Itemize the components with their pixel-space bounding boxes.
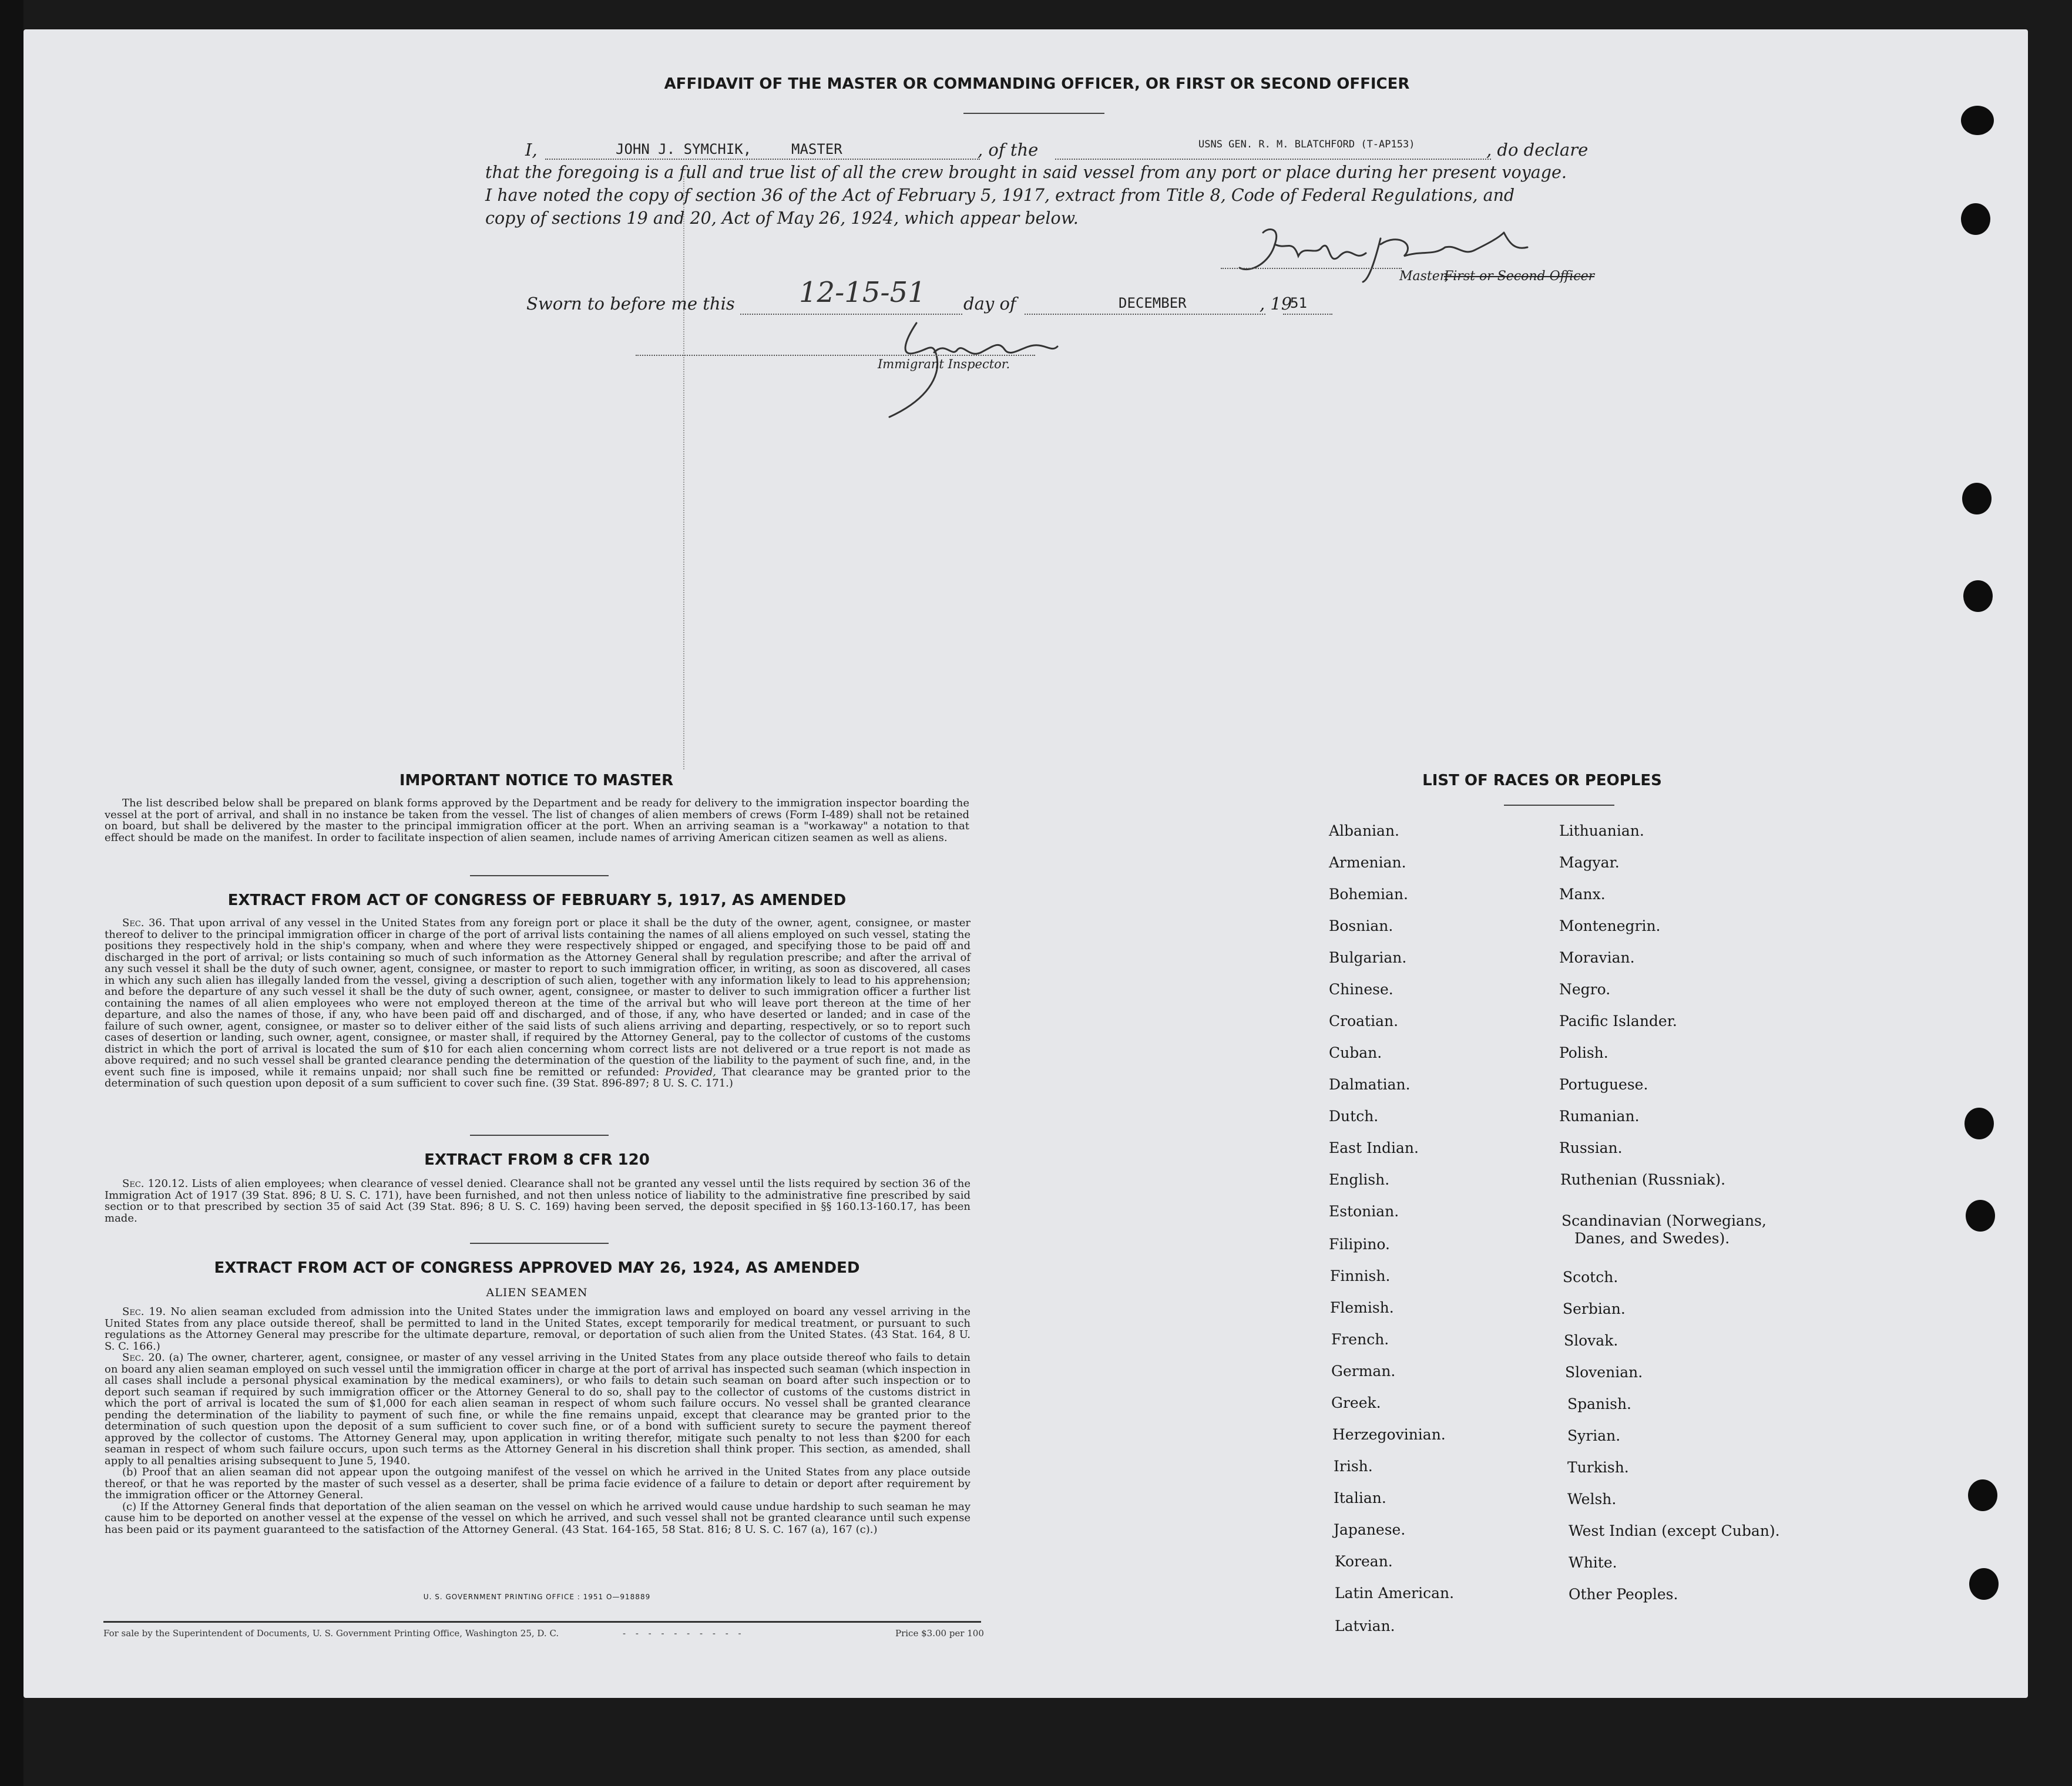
race-item: Russian. xyxy=(1559,1139,1623,1156)
notice-paragraph: The list described below shall be prepared on blank forms approved by the Department and be ready for delivery to the immigration inspector boarding the vessel at the port of arrival, and shall in no instance be taken from the vessel. The list of changes of alien members of crews (Form I-489) shall not be retained on board, but shall be delivered by the master to the principal immigration officer at the port. When an arriving seaman is a "workaway" a notation to that effect should be made on the manifest. In order to facilitate inspection of alien seamen, include names of arriving American citizen seamen as well as aliens. xyxy=(105,797,969,844)
affidavit-line2: that the foregoing is a full and true list of all the crew brought in said vessel from any port or place during her present voyage. xyxy=(485,163,1567,182)
printing-office-imprint: U. S. GOVERNMENT PRINTING OFFICE : 1951 O—918889 xyxy=(423,1593,651,1601)
sec19-text: No alien seaman excluded from admission into the United States under the immigration laws and employed on board any vessel arriving in the United States from any place outside thereof, shall be permitted to land in the United States, except temporarily for medical treatment, or pursuant to such regulations as the Attorney General may prescribe for the ultimate departure, removal, or deportation of such alien from the United States. (43 Stat. 164, 8 U. S. C. 166.) xyxy=(105,1306,970,1353)
race-item: Other Peoples. xyxy=(1569,1586,1678,1603)
signature-line xyxy=(1221,268,1402,269)
race-item: Italian. xyxy=(1334,1489,1386,1506)
punch-hole xyxy=(1961,203,1990,235)
year-prefix: , 19 xyxy=(1260,294,1292,314)
sworn-month: DECEMBER xyxy=(1119,295,1187,311)
sec20a-text: (a) The owner, charterer, agent, consignee, or master of any vessel arriving in the United States from any place outside thereof who fails to detain on board any alien seaman employed on such vessel until the immigration officer in charge at the port of arrival has inspected such seaman (which inspection in all cases shall include a personal physical examination by the medical examiners), or who fails to detain such seaman on board after such inspection or to deport such seaman if required by such immigration officer or the Attorney General to do so, shall pay to the collector of customs of the customs district in which the port of arrival is located the sum of $1,000 for each alien seaman in respect of whom such failure occurs. No vessel shall be granted clearance pending the determination of the liability to payment of such fine, or while the fine remains unpaid, except that clearance may be granted prior to the determination of such question upon the deposit of a sum sufficient to cover such fine, or of a bond with sufficient surety to secure the payment thereof approved by the collector of customs. The Attorney General may, upon application in writing therefor, mitigate such penalty to not less than $200 for each seaman in respect of whom such failure occurs, upon such terms as the Attorney General in his discretion shall think proper. This section, as amended, shall apply to all penalties arising subsequent to June 5, 1940. xyxy=(105,1351,970,1467)
race-item: Turkish. xyxy=(1567,1459,1629,1476)
sworn-day-line xyxy=(740,314,962,315)
sec19-paragraph xyxy=(105,1306,970,1352)
extract-1917-title: EXTRACT FROM ACT OF CONGRESS OF FEBRUARY 5, 1917, AS AMENDED xyxy=(227,892,847,909)
footer-rule xyxy=(103,1621,981,1623)
section-rule xyxy=(470,1135,609,1136)
race-item: Latin American. xyxy=(1335,1585,1455,1602)
footer-dashes: - - - - - - - - - - xyxy=(623,1628,745,1639)
sec120-label: Sec. 120.12. xyxy=(122,1178,189,1190)
race-item: Slovenian. xyxy=(1565,1364,1643,1381)
race-item: Dalmatian. xyxy=(1329,1076,1411,1093)
race-item: Finnish. xyxy=(1330,1267,1391,1284)
footer-price: Price $3.00 per 100 xyxy=(895,1628,984,1639)
race-item: Scotch. xyxy=(1563,1269,1618,1286)
race-item: French. xyxy=(1331,1331,1389,1348)
race-item: Chinese. xyxy=(1329,981,1393,998)
fold-line xyxy=(683,176,684,769)
sec20c-paragraph: (c) If the Attorney General finds that deportation of the alien seaman on the vessel on which he arrived would cause undue hardship to such seaman he may cause him to be deported on another vessel at the expense of the vessel on which he arrived, and such vessel shall not be granted clearance until such expense has been paid or its payment guaranteed to the satisfaction of the Attorney General. (43 Stat. 164-165, 58 Stat. 816; 8 U. S. C. 167 (a), 167 (c).) xyxy=(105,1500,970,1536)
sec120-text: Lists of alien employees; when clearance of vessel denied. Clearance shall not be granted any vessel until the lists required by section 36 of the Immigration Act of 1917 (39 Stat. 896; 8 U. S. C. 171), have been furnished, and not then unless notice of liability to the administrative fine prescribed by said section or to that prescribed by section 35 of said Act (39 Stat. 896; 8 U. S. C. 169) having been served, the deposit specified in §§ 160.13-160.17, has been made. xyxy=(105,1178,970,1225)
race-item: Pacific Islander. xyxy=(1559,1013,1677,1030)
vessel-field-line xyxy=(1055,159,1491,160)
sworn-prefix: Sworn to before me this xyxy=(526,294,735,314)
race-item: Bulgarian. xyxy=(1329,949,1407,966)
race-item: West Indian (except Cuban). xyxy=(1569,1522,1780,1539)
punch-hole xyxy=(1968,1479,1997,1511)
race-item: Lithuanian. xyxy=(1559,822,1644,839)
scanner-edge xyxy=(0,0,23,1786)
race-item: Latvian. xyxy=(1335,1617,1395,1634)
punch-hole xyxy=(1969,1568,1999,1600)
race-item: Scandinavian (Norwegians, xyxy=(1561,1212,1767,1229)
punch-hole xyxy=(1962,483,1992,514)
race-item: Montenegrin. xyxy=(1559,917,1661,934)
race-item: Welsh. xyxy=(1567,1491,1617,1508)
race-item: Danes, and Swedes). xyxy=(1574,1230,1730,1247)
race-item: Bohemian. xyxy=(1329,886,1408,903)
notice-text xyxy=(105,798,969,843)
race-item: German. xyxy=(1331,1363,1396,1380)
race-item: Irish. xyxy=(1334,1458,1373,1475)
race-item: Greek. xyxy=(1331,1394,1381,1411)
race-item: Herzegovinian. xyxy=(1332,1426,1446,1443)
section-rule xyxy=(470,1243,609,1244)
declarant-name: JOHN J. SYMCHIK, xyxy=(616,141,752,157)
race-item: Rumanian. xyxy=(1559,1108,1640,1125)
year-line xyxy=(1283,314,1332,315)
race-item: Negro. xyxy=(1559,981,1611,998)
line1-prefix: I, xyxy=(525,140,538,160)
sec20-label: Sec. 20. xyxy=(122,1351,165,1364)
race-item: Croatian. xyxy=(1329,1013,1399,1030)
race-item: Albanian. xyxy=(1329,822,1400,839)
race-item: Japanese. xyxy=(1334,1521,1406,1538)
race-item: Cuban. xyxy=(1329,1044,1382,1061)
inspector-line xyxy=(636,355,1035,356)
affidavit-line3: I have noted the copy of section 36 of the Act of February 5, 1917, extract from Title 8, Code of Federal Regulations, and xyxy=(485,186,1515,205)
sec20b-paragraph: (b) Proof that an alien seaman did not appear upon the outgoing manifest of the vessel on which he arrived in the United States from any place outside thereof, or that he was reported by the master of such vessel as a deserter, shall be prima facie evidence of a failure to detain or deport after requirement by the immigration officer or the Attorney General. xyxy=(105,1466,970,1501)
race-item: Portuguese. xyxy=(1559,1076,1648,1093)
sec36-label: Sec. 36. xyxy=(122,917,166,929)
race-item: White. xyxy=(1569,1554,1617,1571)
notice-title: IMPORTANT NOTICE TO MASTER xyxy=(399,772,674,789)
race-item: Filipino. xyxy=(1329,1236,1390,1253)
footer-sale-note: For sale by the Superintendent of Documents, U. S. Government Printing Office, Washington 25, D. C. xyxy=(103,1628,559,1639)
day-of-label: day of xyxy=(963,294,1016,314)
section-rule xyxy=(470,875,609,876)
punch-hole xyxy=(1961,106,1994,135)
race-item: Ruthenian (Russniak). xyxy=(1560,1171,1726,1188)
vessel-name: USNS GEN. R. M. BLATCHFORD (T-AP153) xyxy=(1198,139,1415,150)
sec36-paragraph xyxy=(105,917,970,1089)
sworn-month-line xyxy=(1025,314,1265,315)
punch-hole xyxy=(1963,580,1993,612)
sec19-label: Sec. 19. xyxy=(122,1306,166,1318)
sec20a-paragraph xyxy=(105,1352,970,1467)
inspector-label: Immigrant Inspector. xyxy=(878,357,1010,371)
race-item: East Indian. xyxy=(1329,1139,1419,1156)
extract-1924-text xyxy=(105,1306,970,1535)
punch-hole xyxy=(1966,1200,1995,1232)
races-title: LIST OF RACES OR PEOPLES xyxy=(1422,772,1662,789)
proviso-italic: Provided, xyxy=(665,1065,716,1078)
race-item: Polish. xyxy=(1559,1044,1608,1061)
punch-hole xyxy=(1964,1108,1994,1139)
race-item: Flemish. xyxy=(1330,1299,1394,1316)
extract-cfr-text xyxy=(105,1178,970,1224)
extract-1924-title: EXTRACT FROM ACT OF CONGRESS APPROVED MAY 26, 1924, AS AMENDED xyxy=(214,1259,860,1277)
year-suffix: 51 xyxy=(1290,295,1307,311)
sworn-day: 12-15-51 xyxy=(799,276,926,309)
race-item: Serbian. xyxy=(1563,1300,1626,1317)
alien-seamen-subtitle: ALIEN SEAMEN xyxy=(486,1286,588,1299)
master-label: Master, xyxy=(1399,269,1449,284)
declarant-title: MASTER xyxy=(791,141,842,157)
declarant-field-line xyxy=(545,159,980,160)
sec36-text: That upon arrival of any vessel in the United States from any foreign port or place it shall be the duty of the owner, agent, consignee, or master thereof to deliver to the principal immigration officer in charge of the port of arrival lists containing the names of all aliens employed on such vessel, stating the positions they respectively hold in the ship's company, when and where they were respectively shipped or engaged, and specifying those to be paid off and discharged in the port of arrival; or lists containing so much of such information as the Attorney General shall by regulation prescribe; and after the arrival of any such vessel it shall be the duty of such owner, agent, consignee, or master to report to such immigration officer, in writing, as soon as discovered, all cases in which any such alien has illegally landed from the vessel, giving a description of such alien, together with any information likely to lead to his apprehension; and before the departure of any such vessel it shall be the duty of such owner, agent, consignee, or master to deliver to such immigration officer a further list containing the names of all alien employees who were not employed thereon at the time of the arrival but who will leave port thereon at the time of her departure, and also the names of those, if any, who have been paid off and discharged, and of those, if any, who have deserted or landed; and in case of the failure of such owner, agent, consignee, or master so to deliver either of the said lists of such aliens arriving and departing, respectively, or so to report such cases of desertion or landing, such owner, agent, consignee, or master shall, if required by the Attorney General, pay to the collector of customs of the customs district in which the port of arrival is located the sum of $10 for each alien concerning whom correct lists are not delivered or a true report is not made as above required; and no such vessel shall be granted clearance pending the determination of the question of the liability to the payment of such fine, and, in the event such fine is imposed, while it remains unpaid; nor shall such fine be remitted or refunded: xyxy=(105,917,970,1078)
of-the-label: , of the xyxy=(978,140,1039,160)
title-rule xyxy=(963,113,1104,114)
race-item: Moravian. xyxy=(1559,949,1635,966)
extract-cfr-title: EXTRACT FROM 8 CFR 120 xyxy=(424,1151,650,1169)
race-item: Estonian. xyxy=(1329,1203,1399,1220)
do-declare-label: , do declare xyxy=(1486,140,1589,160)
race-item: Bosnian. xyxy=(1329,917,1393,934)
race-item: Spanish. xyxy=(1567,1395,1632,1412)
race-item: Manx. xyxy=(1559,886,1606,903)
affidavit-title: AFFIDAVIT OF THE MASTER OR COMMANDING OFFICER, OR FIRST OR SECOND OFFICER xyxy=(664,75,1410,93)
races-rule xyxy=(1504,805,1614,806)
race-item: Slovak. xyxy=(1564,1332,1618,1349)
race-item: Syrian. xyxy=(1567,1427,1621,1444)
proviso-rest: That clearance may be granted prior to the determination of such question upon deposit of a sum sufficient to cover such fine. (39 Stat. 896-897; 8 U. S. C. 171.) xyxy=(105,1065,970,1089)
race-item: Armenian. xyxy=(1329,854,1406,871)
sec120-paragraph xyxy=(105,1178,970,1224)
affidavit-line4: copy of sections 19 and 20, Act of May 26, 1924, which appear below. xyxy=(485,208,1079,228)
struck-officer-label: First or Second Officer xyxy=(1444,269,1595,284)
race-item: Magyar. xyxy=(1559,854,1620,871)
race-item: Dutch. xyxy=(1329,1108,1379,1125)
race-item: English. xyxy=(1329,1171,1390,1188)
race-item: Korean. xyxy=(1335,1553,1393,1570)
extract-1917-text xyxy=(105,917,970,1089)
